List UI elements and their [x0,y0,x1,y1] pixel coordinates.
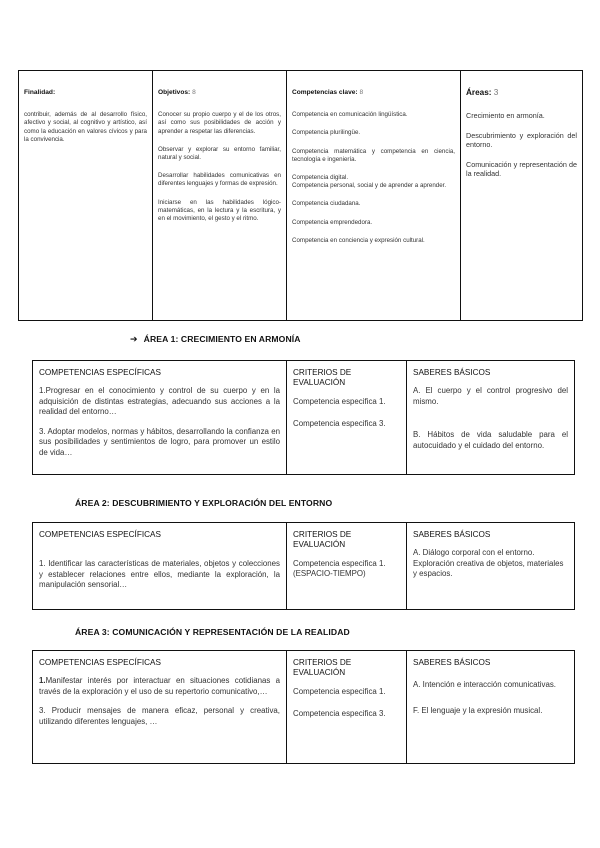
finalidad-text: contribuir, además de al desarrollo físico, afectivo y social, al cognitivo y artístico, así como la educación en valores cívicos y para la convivencia. [24,111,147,143]
saber-basico: A. Diálogo corporal con el entorno. Exploración creativa de objetos, materiales y espacios. [413,548,564,579]
header-competencias: COMPETENCIAS ESPECÍFICAS [39,530,161,539]
objetivos-header [158,89,281,97]
finalidad-label: Finalidad: [24,89,56,96]
area-1-sab-cell [407,361,575,475]
area-item: Descubrimiento y exploración del entorno. [466,131,577,150]
competencia-item: Competencia digital. [292,174,349,182]
competencia-especifica: 3. Adoptar modelos, normas y hábitos, desarrollando la confianza en sus posibilidades y sentimientos de logro, para promover un estilo de vida… [39,426,280,457]
competencia-especifica: 1.Progresar en el conocimiento y control de su cuerpo y en la adquisición de distintas estrategias, adecuando sus acciones a la realidad del entorno… [39,386,280,417]
area-3-table [32,650,575,764]
criterio: Competencia especifica 3. [293,419,386,429]
area-2-sab-cell [407,523,575,610]
header-saberes: SABERES BÁSICOS [413,530,491,539]
arrow-right-icon: ➔ [130,334,138,344]
competencia-item: Competencia emprendedora. [292,218,373,226]
area-2-crit-cell [287,523,407,610]
competencia-especifica: 1. Identificar las características de materiales, objetos y colecciones y establecer relaciones entre ellos, mediante la exploración, la manipulación sensorial… [39,559,280,590]
competencia-item: Competencia plurilingüe. [292,129,361,137]
areas-count: 3 [493,88,499,97]
area-3-comp-cell [33,651,287,764]
finalidad-cell [19,71,153,321]
area-1-table [32,360,575,475]
criterio: Competencia especifica 3. [293,709,386,719]
competencia-text: Manifestar interés por interactuar en situaciones cotidianas a través de la exploración y el uso de su repertorio comunicativo,… [39,676,280,696]
header-competencias: COMPETENCIAS ESPECÍFICAS [39,368,161,377]
area-1-crit-cell [287,361,407,475]
objetivos-cell [153,71,287,321]
area-item: Comunicación y representación de la realidad. [466,160,577,179]
objetivos-label: Objetivos: [158,89,191,96]
area-1-title [130,334,301,345]
objetivo-item: Iniciarse en las habilidades lógico-matemáticas, en la lectura y la escritura, y en el movimiento, el gesto y el ritmo. [158,198,281,223]
header-saberes: SABERES BÁSICOS [413,368,491,377]
area-1-title-text: ÁREA 1: CRECIMIENTO EN ARMONÍA [143,334,301,344]
area-2-comp-cell [33,523,287,610]
objetivo-item: Conocer su propio cuerpo y el de los otros, así como sus posibilidades de acción y aprender a respetar las diferencias. [158,111,281,135]
area-1-comp-cell [33,361,287,475]
competencia-item: Competencia en conciencia y expresión cultural. [292,236,425,244]
competencia-number: 1. [39,676,46,686]
competencia-item: Competencia en comunicación lingüística. [292,111,408,119]
area-3-title: ÁREA 3: COMUNICACIÓN Y REPRESENTACIÓN DE LA REALIDAD [75,627,350,637]
area-2-title: ÁREA 2: DESCUBRIMIENTO Y EXPLORACIÓN DEL ENTORNO [75,498,333,508]
competencia-item: Competencia matemática y competencia en ciencia, tecnología e ingeniería. [292,147,455,163]
competencia-especifica [39,676,280,697]
saber-basico: F. El lenguaje y la expresión musical. [413,705,543,715]
criterio: Competencia especifica 1. [293,686,386,696]
saber-basico: A. Intención e interacción comunicativas. [413,680,556,690]
area-3-crit-cell [287,651,407,764]
competencia-especifica: 3. Producir mensajes de manera eficaz, personal y creativa, utilizando diferentes lenguajes, … [39,706,280,726]
header-saberes: SABERES BÁSICOS [413,658,491,667]
objetivos-count: 8 [192,89,196,96]
competencia-item: Competencia ciudadana. [292,200,361,208]
summary-table [18,70,583,321]
areas-cell [461,71,583,321]
areas-header [466,89,577,97]
competencias-clave-cell [287,71,461,321]
objetivo-item: Desarrollar habilidades comunicativas en diferentes lenguajes y formas de expresión. [158,172,281,188]
header-criterios: CRITERIOS DE EVALUACIÓN [293,530,352,550]
competencias-count: 8 [359,89,364,96]
area-2-table [32,522,575,610]
criterio: Competencia especifica 1. (ESPACIO-TIEMPO) [293,558,386,579]
competencia-item: Competencia personal, social y de aprender a aprender. [292,182,447,190]
header-criterios: CRITERIOS DE EVALUACIÓN [293,658,352,678]
competencias-header [292,89,455,97]
header-criterios: CRITERIOS DE EVALUACIÓN [293,368,352,388]
area-3-sab-cell [407,651,575,764]
header-competencias: COMPETENCIAS ESPECÍFICAS [39,658,161,667]
objetivo-item: Observar y explorar su entorno familiar, natural y social. [158,145,281,162]
area-item: Crecimiento en armonía. [466,111,545,121]
competencias-label: Competencias clave: [292,89,358,96]
criterio: Competencia especifica 1. [293,396,386,406]
areas-label: Áreas: [466,88,492,97]
saber-basico: B. Hábitos de vida saludable para el autocuidado y el cuidado del entorno. [413,430,568,450]
saber-basico: A. El cuerpo y el control progresivo del mismo. [413,386,568,406]
